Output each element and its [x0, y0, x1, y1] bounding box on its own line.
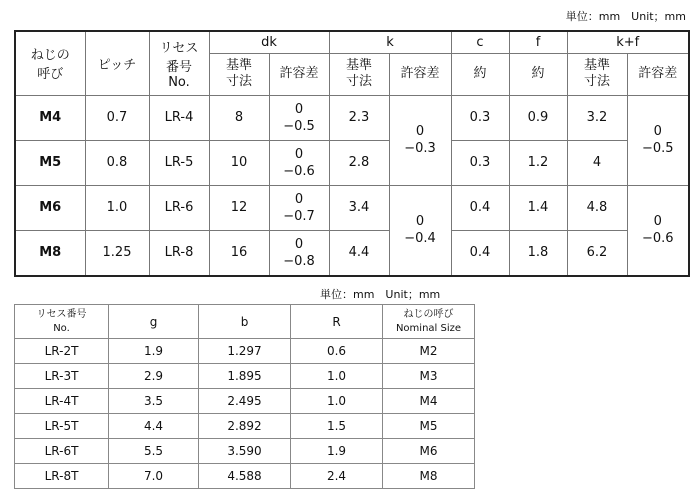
c-cell: 0.3: [451, 95, 509, 140]
dk-cell: 10: [209, 140, 269, 185]
table-row: [15, 389, 475, 414]
unit-label-top: 単位：mm Unit；mm: [565, 10, 686, 23]
header-dk: dk: [209, 31, 329, 53]
recess-no-cell: LR-6T: [15, 439, 109, 464]
header-kf: k+f: [567, 31, 689, 53]
recess-cell: LR-6: [149, 185, 209, 230]
kf-cell: 4: [567, 140, 627, 185]
g-cell: 5.5: [109, 439, 199, 464]
size-cell: M5: [15, 140, 85, 185]
k-tol-cell: 0 −0.3: [389, 95, 451, 185]
k-cell: 4.4: [329, 230, 389, 276]
R-cell: 0.6: [291, 339, 383, 364]
header-nominal: ねじの呼び Nominal Size: [383, 305, 475, 339]
header-f-approx: 約: [509, 53, 567, 95]
table-row: [15, 230, 689, 276]
recess-cell: LR-4: [149, 95, 209, 140]
f-cell: 1.8: [509, 230, 567, 276]
table-row: [15, 439, 475, 464]
recess-no-cell: LR-4T: [15, 389, 109, 414]
recess-no-cell: LR-5T: [15, 414, 109, 439]
dk-cell: 12: [209, 185, 269, 230]
recess-table: [14, 304, 475, 489]
header-k: k: [329, 31, 451, 53]
nominal-cell: M3: [383, 364, 475, 389]
R-cell: 1.0: [291, 389, 383, 414]
header-k-std: 基準 寸法: [329, 53, 389, 95]
kf-cell: 3.2: [567, 95, 627, 140]
table-row: [15, 140, 689, 185]
table-row: [15, 95, 689, 140]
g-cell: 7.0: [109, 464, 199, 489]
dk-cell: 16: [209, 230, 269, 276]
b-cell: 3.590: [199, 439, 291, 464]
size-cell: M8: [15, 230, 85, 276]
table-row: [15, 185, 689, 230]
f-cell: 0.9: [509, 95, 567, 140]
k-cell: 2.3: [329, 95, 389, 140]
header-size: ねじの 呼び: [15, 31, 85, 95]
g-cell: 4.4: [109, 414, 199, 439]
R-cell: 1.9: [291, 439, 383, 464]
table-row: [15, 364, 475, 389]
R-cell: 1.0: [291, 364, 383, 389]
header-pitch: ピッチ: [85, 31, 149, 95]
nominal-cell: M8: [383, 464, 475, 489]
k-cell: 2.8: [329, 140, 389, 185]
kf-cell: 6.2: [567, 230, 627, 276]
dimension-table: [14, 30, 690, 277]
recess-cell: LR-5: [149, 140, 209, 185]
kf-tol-cell: 0 −0.5: [627, 95, 689, 185]
table-row: [15, 339, 475, 364]
size-cell: M6: [15, 185, 85, 230]
header-kf-std: 基準 寸法: [567, 53, 627, 95]
recess-no-cell: LR-8T: [15, 464, 109, 489]
pitch-cell: 1.25: [85, 230, 149, 276]
dk-tol-cell: 0 −0.8: [269, 230, 329, 276]
recess-cell: LR-8: [149, 230, 209, 276]
g-cell: 1.9: [109, 339, 199, 364]
b-cell: 1.895: [199, 364, 291, 389]
dk-tol-cell: 0 −0.5: [269, 95, 329, 140]
nominal-cell: M2: [383, 339, 475, 364]
table-row: [15, 464, 475, 489]
header-g: g: [109, 305, 199, 339]
header-f: f: [509, 31, 567, 53]
dk-cell: 8: [209, 95, 269, 140]
header-c-approx: 約: [451, 53, 509, 95]
c-cell: 0.3: [451, 140, 509, 185]
b-cell: 2.892: [199, 414, 291, 439]
g-cell: 2.9: [109, 364, 199, 389]
g-cell: 3.5: [109, 389, 199, 414]
header-k-tol: 許容差: [389, 53, 451, 95]
nominal-cell: M5: [383, 414, 475, 439]
pitch-cell: 0.7: [85, 95, 149, 140]
nominal-cell: M6: [383, 439, 475, 464]
kf-cell: 4.8: [567, 185, 627, 230]
f-cell: 1.4: [509, 185, 567, 230]
header-b: b: [199, 305, 291, 339]
dk-tol-cell: 0 −0.7: [269, 185, 329, 230]
b-cell: 4.588: [199, 464, 291, 489]
header-dk-std: 基準 寸法: [209, 53, 269, 95]
b-cell: 2.495: [199, 389, 291, 414]
b-cell: 1.297: [199, 339, 291, 364]
R-cell: 2.4: [291, 464, 383, 489]
k-tol-cell: 0 −0.4: [389, 185, 451, 276]
dk-tol-cell: 0 −0.6: [269, 140, 329, 185]
recess-no-cell: LR-2T: [15, 339, 109, 364]
header-dk-tol: 許容差: [269, 53, 329, 95]
header-kf-tol: 許容差: [627, 53, 689, 95]
header-recess-no: リセス番号 No.: [15, 305, 109, 339]
recess-no-cell: LR-3T: [15, 364, 109, 389]
header-c: c: [451, 31, 509, 53]
size-cell: M4: [15, 95, 85, 140]
nominal-cell: M4: [383, 389, 475, 414]
pitch-cell: 1.0: [85, 185, 149, 230]
kf-tol-cell: 0 −0.6: [627, 185, 689, 276]
header-R: R: [291, 305, 383, 339]
c-cell: 0.4: [451, 230, 509, 276]
k-cell: 3.4: [329, 185, 389, 230]
pitch-cell: 0.8: [85, 140, 149, 185]
c-cell: 0.4: [451, 185, 509, 230]
table-row: [15, 414, 475, 439]
unit-label-bottom: 単位：mm Unit；mm: [320, 288, 441, 301]
R-cell: 1.5: [291, 414, 383, 439]
f-cell: 1.2: [509, 140, 567, 185]
header-recess: リセス 番号 No.: [149, 31, 209, 95]
